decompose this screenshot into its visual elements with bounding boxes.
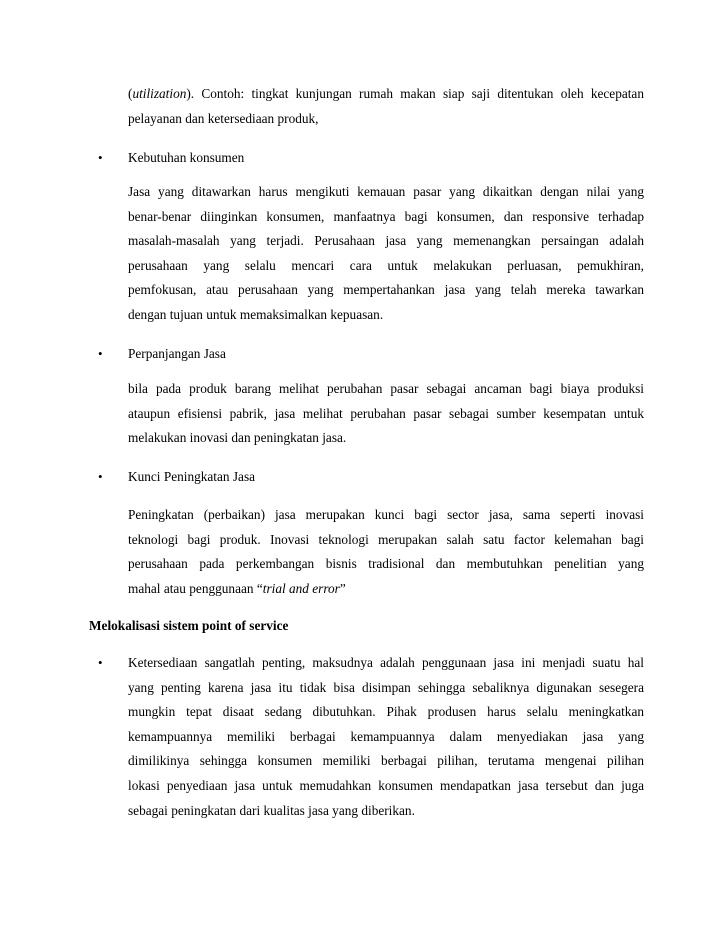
paragraph-line: Jasa yang ditawarkan harus mengikuti kemauan pasar yang dikaitkan dengan nilai yang xyxy=(128,184,644,199)
bullet-icon: • xyxy=(98,469,103,484)
bullet-icon: • xyxy=(98,150,103,165)
paragraph-line: perusahaan pada perkembangan bisnis tradisional dan membutuhkan penelitian yang xyxy=(128,556,644,572)
paragraph-line: sebagai peningkatan dari kualitas jasa yang diberikan. xyxy=(128,802,415,818)
bullet-icon: • xyxy=(98,346,103,361)
paragraph-ketersediaan xyxy=(128,651,644,823)
paragraph-line: ataupun efisiensi pabrik, jasa melihat perubahan pasar sebagai sumber kesempatan untuk xyxy=(128,405,644,421)
bullet-title: Kunci Peningkatan Jasa xyxy=(128,469,256,484)
intro-line-1: (utilization). Contoh: tingkat kunjungan rumah makan siap saji ditentukan oleh kecepatan xyxy=(128,86,644,101)
intro-paragraph xyxy=(128,82,644,131)
section-heading: Melokalisasi sistem point of service xyxy=(89,618,289,633)
paragraph-line: kemampuannya memiliki berbagai kemampuannya dalam menyediakan jasa yang xyxy=(128,728,644,744)
paragraph-line: dimilikinya sehingga konsumen memiliki berbagai pilihan, terutama mengenai pilihan xyxy=(128,753,644,769)
bullet-title: Perpanjangan Jasa xyxy=(128,346,226,361)
paragraph-line: pemfokusan, atau perusahaan yang mempertahankan jasa yang telah mereka tawarkan xyxy=(128,282,644,298)
paragraph-kunci-peningkatan-jasa xyxy=(128,503,644,601)
bullet-title: Kebutuhan konsumen xyxy=(128,150,245,165)
paragraph-perpanjangan-jasa xyxy=(128,377,644,451)
paragraph-line: yang penting karena jasa itu tidak bisa disimpan sehingga sebaliknya digunakan sesegera xyxy=(128,679,644,695)
paragraph-line: perusahaan yang selalu mencari cara untuk melakukan perluasan, pemukhiran, xyxy=(128,257,644,273)
paragraph-kebutuhan-konsumen xyxy=(128,180,644,328)
bullet-icon: • xyxy=(98,655,103,670)
paragraph-line: lokasi penyediaan jasa untuk memudahkan konsumen mendapatkan jasa tersebut dan juga xyxy=(128,777,644,793)
paragraph-line: melakukan inovasi dan peningkatan jasa. xyxy=(128,430,347,446)
paragraph-line: mungkin tepat disaat sedang dibutuhkan. Pihak produsen harus selalu meningkatkan xyxy=(128,704,644,720)
paragraph-line: bila pada produk barang melihat perubahan pasar sebagai ancaman bagi biaya produksi xyxy=(128,381,644,396)
paragraph-line: Ketersediaan sangatlah penting, maksudnya adalah penggunaan jasa ini menjadi suatu hal xyxy=(128,655,644,670)
paragraph-line: teknologi bagi produk. Inovasi teknologi merupakan salah satu factor kelemahan bagi xyxy=(128,531,644,547)
intro-line-2: pelayanan dan ketersediaan produk, xyxy=(128,110,319,126)
paragraph-line: dengan tujuan untuk memaksimalkan kepuasan. xyxy=(128,306,384,322)
paragraph-line: benar-benar diinginkan konsumen, manfaatnya bagi konsumen, dan responsive terhadap xyxy=(128,208,644,224)
paragraph-line: mahal atau penggunaan “trial and error” xyxy=(128,580,346,596)
paragraph-line: Peningkatan (perbaikan) jasa merupakan kunci bagi sector jasa, sama seperti inovasi xyxy=(128,507,644,522)
paragraph-line: masalah-masalah yang terjadi. Perusahaan jasa yang memenangkan persaingan adalah xyxy=(128,233,644,249)
